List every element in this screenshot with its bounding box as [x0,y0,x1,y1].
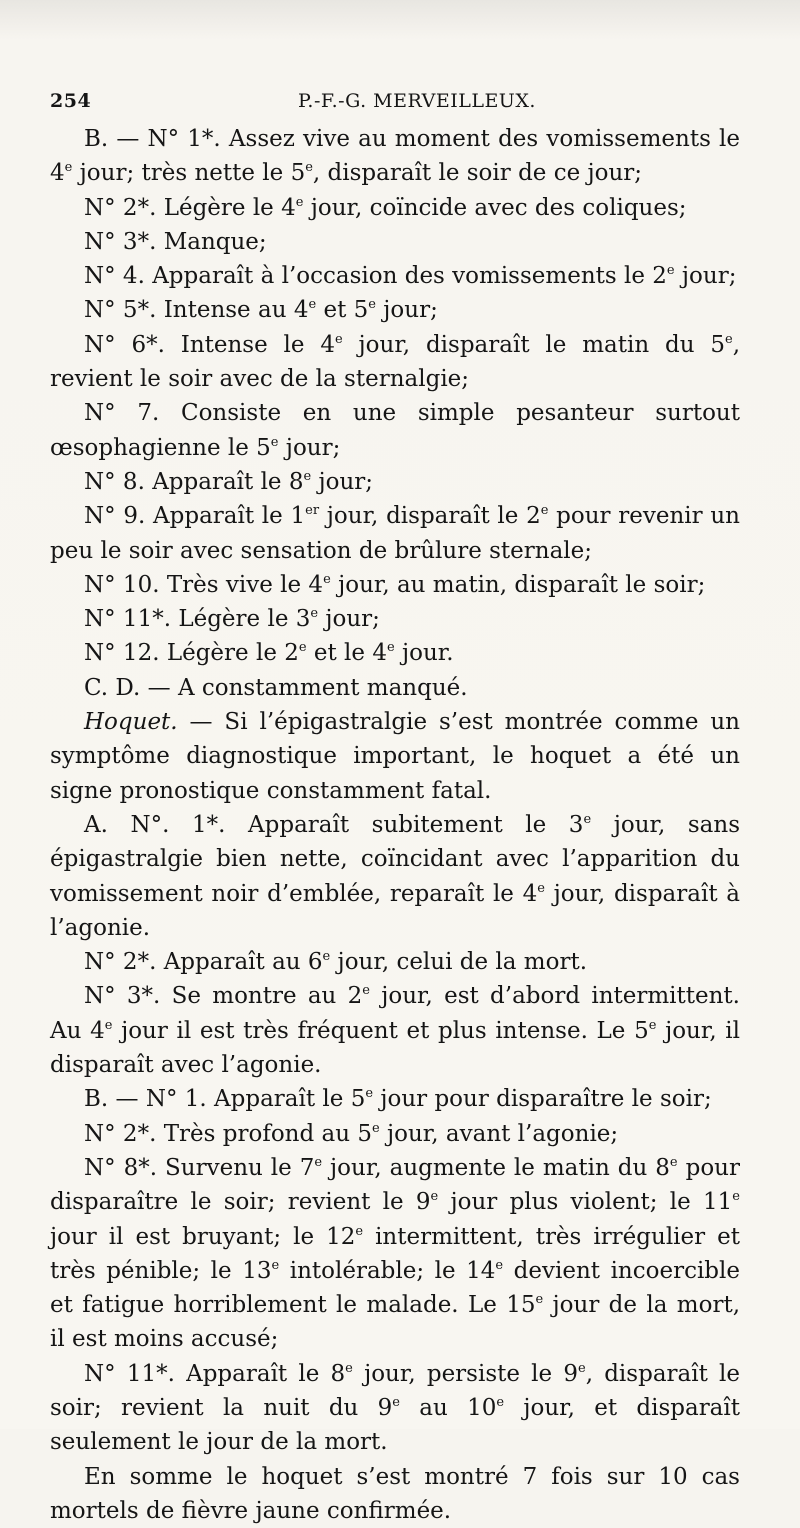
paragraph [50,1151,740,1357]
text-run: N° 8. Apparaît le 8 [84,468,304,495]
text-run: jour, coïncide avec des coliques; [303,194,687,221]
text-run: N° 12. Légère le 2 [84,640,299,667]
text-run: jour; très nette le 5 [72,160,306,187]
superscript: e [295,194,304,210]
paragraph [50,979,740,1082]
superscript: e [362,983,370,999]
text-run: N° 11*. Légère le 3 [84,606,311,633]
superscript: e [648,1017,657,1033]
paragraph [50,225,740,259]
paragraph [50,465,740,499]
text-run: N° 3*. Manque; [84,228,267,255]
page-header [50,86,750,120]
text-run: jour de la mort, il est moins accusé; [50,1292,741,1353]
text-run: jour, disparaît le 2 [319,503,541,530]
text-run: B. — N° 1*. Assez vive au moment des vomissements le 4 [50,126,740,187]
superscript: e [495,1257,504,1273]
superscript: e [310,606,319,622]
superscript: e [298,640,307,656]
text-run: N° 3*. Se montre au 2 [84,983,363,1010]
text-run: jour; [278,434,341,461]
text-run: N° 8*. Survenu le 7 [84,1154,315,1181]
text-run: N° 5*. Intense au 4 [84,297,309,324]
paragraph [50,568,740,602]
superscript: e [540,503,549,519]
text-run: et 5 [316,297,369,324]
text-run: N° 7. Consiste en une simple pesanteur surtout œsophagienne le 5 [50,400,740,461]
text-run: , revient le soir avec de la sternalgie; [50,331,740,393]
superscript: e [724,331,733,347]
paragraph [50,945,740,979]
superscript: e [64,160,73,176]
text-run: intolérable; le 14 [279,1257,496,1284]
text-run: jour plus violent; le 11 [438,1189,733,1216]
superscript: e [372,1120,380,1136]
text-run: jour; [318,606,380,633]
text-run: pour revenir un peu le soir avec sensation de brûlure sternale; [50,503,740,564]
text-run: N° 11*. Apparaît le 8 [84,1360,346,1387]
text-run: jour, disparaît le matin du 5 [342,331,725,358]
text-run: devient incoercible et fatigue horriblement le malade. Le 15 [50,1257,740,1319]
text-run: et le 4 [306,640,387,667]
text-run: jour. [394,640,454,667]
body-text [50,122,740,1528]
text-run: En somme le hoquet s’est montré 7 fois sur 10 cas mortels de fièvre jaune confirmée. [50,1463,740,1524]
superscript: e [303,468,312,484]
text-run: jour; [375,297,438,324]
superscript: er [305,503,320,519]
superscript: e [537,880,545,896]
superscript: e [104,1017,113,1033]
text-run: N° 10. Très vive le 4 [84,571,324,598]
superscript: e [308,297,317,313]
superscript: e [345,1360,353,1376]
superscript: e [323,571,331,587]
superscript: e [335,331,343,347]
paragraph [50,293,740,327]
text-run: N° 2*. Très profond au 5 [84,1120,372,1147]
paragraph [50,671,740,705]
text-run: , disparaît le soir; revient la nuit du 9 [50,1360,741,1421]
superscript: e [386,640,395,656]
text-run: jour pour disparaître le soir; [373,1086,712,1113]
superscript: e [496,1394,505,1410]
text-run: N° 2*. Apparaît au 6 [84,949,323,976]
text-run: jour; [674,263,737,290]
page-number: 254 [50,90,92,112]
paragraph [50,636,740,670]
text-run: — Si l’épigastralgie s’est montrée comme un symptôme diagnostique important, le hoquet a été un signe pronostique constamment fatal. [50,709,740,804]
superscript: e [583,811,592,827]
superscript: e [392,1394,400,1410]
text-run: au 10 [400,1394,497,1421]
text-run: , disparaît le soir de ce jour; [312,160,643,187]
text-run: jour, sans épigastralgie bien nette, coïncidant avec l’apparition du vomissement noir d’emblée, reparaît le 4 [50,811,741,907]
text-run: B. — N° 1. Apparaît le 5 [84,1086,366,1113]
superscript: e [365,1086,374,1102]
superscript: e [535,1292,544,1308]
paragraph [50,1357,740,1460]
superscript: e [322,949,331,965]
text-run: jour, au matin, disparaît le soir; [330,571,706,598]
paragraph [50,808,740,945]
superscript: e [355,1223,364,1239]
superscript: e [578,1360,586,1376]
running-title: P.-F.-G. MERVEILLEUX. [298,90,536,112]
text-run: pour disparaître le soir; revient le 9 [50,1154,740,1216]
text-run: C. D. — A constamment manqué. [84,674,468,701]
paragraph [50,705,740,808]
superscript: e [314,1154,323,1170]
text-run: jour, persiste le 9 [352,1360,578,1387]
paragraph [50,259,740,293]
text-run: jour, avant l’agonie; [379,1120,619,1147]
paragraph [50,122,740,191]
text-run: jour, celui de la mort. [330,949,588,976]
superscript: e [430,1189,439,1205]
paragraph [50,1117,740,1151]
text-run: A. N°. 1*. Apparaît subitement le 3 [84,811,584,838]
superscript: e [270,434,279,450]
text-run: jour, et disparaît seulement le jour de la mort. [50,1394,740,1456]
paragraph [50,499,740,568]
superscript: e [368,297,376,313]
superscript: e [666,263,675,279]
paragraph [50,328,740,397]
text-run: intermittent, très irrégulier et très pénible; le 13 [50,1223,740,1284]
text-run: N° 9. Apparaît le 1 [84,503,306,530]
text-run: jour, augmente le matin du 8 [322,1154,670,1181]
paragraph [50,191,740,225]
text-run: N° 4. Apparaît à l’occasion des vomissements le 2 [84,263,667,290]
superscript: e [669,1154,678,1170]
text-run: N° 2*. Légère le 4 [84,194,296,221]
superscript: e [305,160,313,176]
superscript: e [271,1257,280,1273]
text-run: jour, il disparaît avec l’agonie. [50,1017,741,1079]
paragraph [50,1460,740,1528]
text-run: jour; [311,468,374,495]
text-run: jour, est d’abord intermittent. Au 4 [50,983,740,1044]
paragraph [50,1082,740,1116]
text-run: jour, disparaît à l’agonie. [50,880,740,941]
text-run: N° 6*. Intense le 4 [84,331,335,358]
paragraph [50,396,740,465]
text-run: jour il est très fréquent et plus intense. Le 5 [112,1017,649,1044]
paragraph [50,602,740,636]
superscript: e [732,1189,740,1205]
italic-heading: Hoquet. [84,709,178,736]
text-run: jour il est bruyant; le 12 [50,1223,356,1250]
